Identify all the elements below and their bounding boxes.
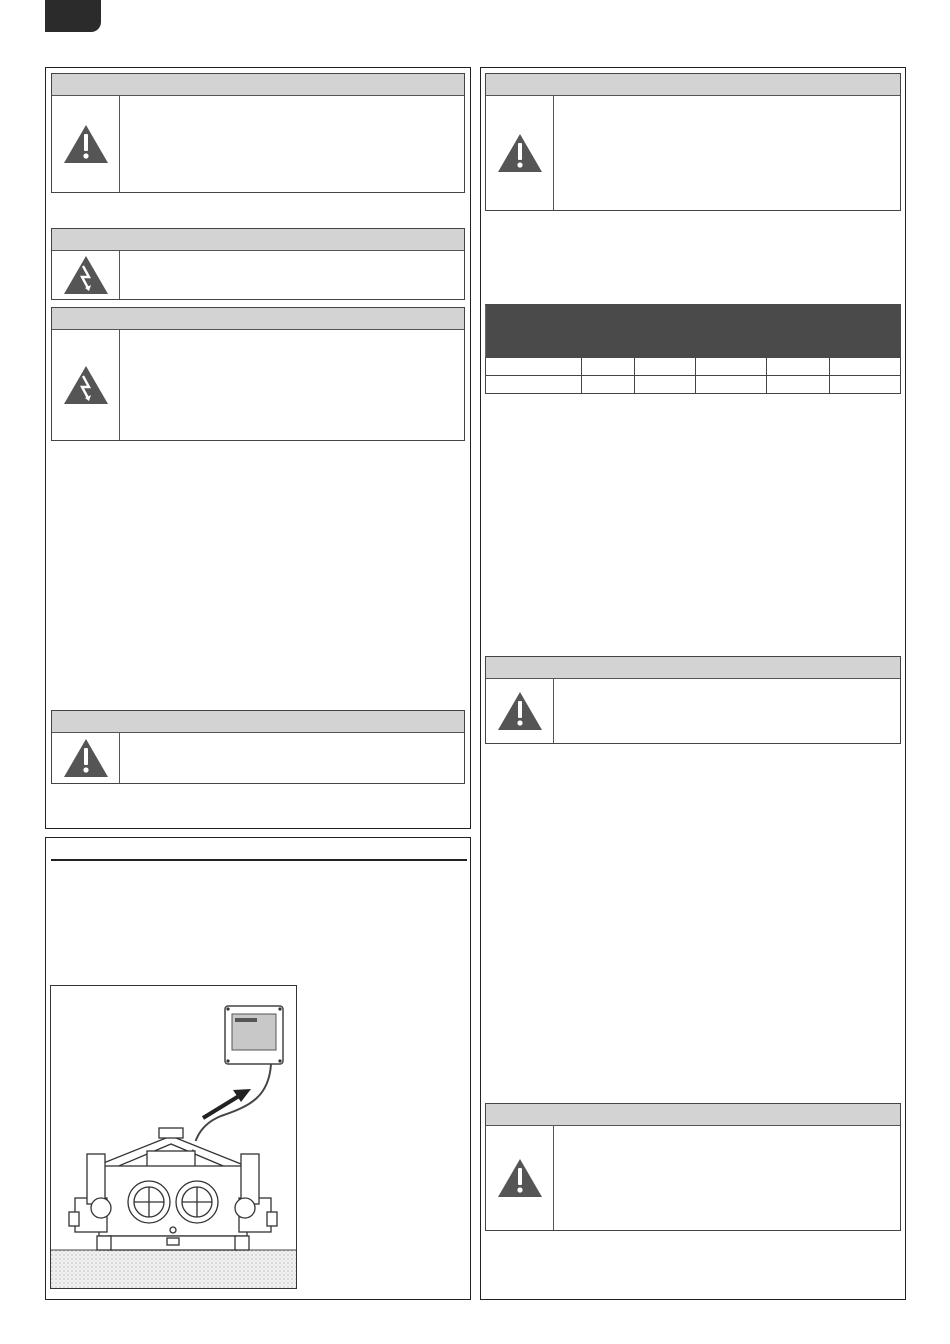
spec-cell [582,358,635,376]
table-row [486,358,901,376]
notice-icon-cell [52,330,120,440]
left-upper-panel [45,67,471,829]
warning-triangle-icon [497,1158,543,1198]
notice-icon-cell [486,679,554,743]
spec-header-cell [582,305,635,358]
left-lower-panel [45,837,471,1300]
spec-header-cell [635,305,696,358]
warning-triangle-icon [63,124,109,164]
section-tab [45,0,101,32]
electric-hazard-icon [63,255,109,295]
spec-table-header [486,305,901,358]
warning-notice-3 [485,73,901,211]
warning-triangle-icon [63,738,109,778]
notice-icon-cell [486,1126,554,1230]
table-row [486,376,901,394]
notice-icon-cell [52,96,120,192]
notice-header-bar [52,308,464,330]
spec-cell [696,358,767,376]
notice-header-bar [52,229,464,251]
notice-icon-cell [52,733,120,783]
electric-notice-1 [51,228,465,300]
notice-header-bar [486,74,900,96]
section-rule [51,859,467,861]
warning-notice-2 [51,710,465,784]
spec-cell [635,376,696,394]
warning-triangle-icon [497,133,543,173]
spec-cell [582,376,635,394]
notice-header-bar [486,657,900,679]
spec-header-cell [696,305,767,358]
notice-header-bar [486,1104,900,1126]
pump-unit-illustration [51,986,296,1288]
warning-notice-1 [51,73,465,193]
notice-header-bar [52,711,464,733]
right-panel [480,67,906,1300]
electric-hazard-icon [63,365,109,405]
spec-table [485,304,901,394]
spec-cell [830,376,901,394]
spec-cell [767,376,830,394]
warning-triangle-icon [497,691,543,731]
notice-icon-cell [52,251,120,299]
spec-cell [696,376,767,394]
spec-cell [486,376,582,394]
notice-icon-cell [486,96,554,210]
spec-cell [767,358,830,376]
spec-cell [635,358,696,376]
electric-notice-2 [51,307,465,441]
warning-notice-5 [485,1103,901,1231]
spec-header-cell [767,305,830,358]
spec-header-cell [486,305,582,358]
spec-cell [486,358,582,376]
spec-cell [830,358,901,376]
warning-notice-4 [485,656,901,744]
notice-header-bar [52,74,464,96]
installation-figure [50,985,297,1289]
spec-header-cell [830,305,901,358]
